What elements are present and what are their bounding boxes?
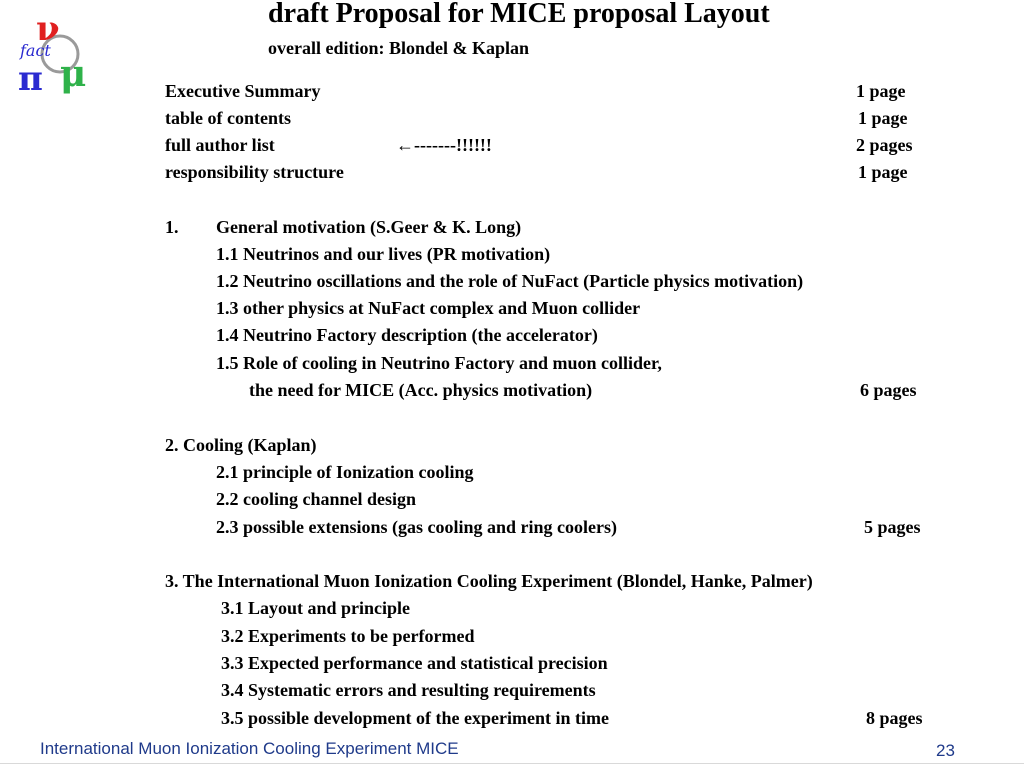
section-item: 1.2 Neutrino oscillations and the role of NuFact (Particle physics motivation)	[216, 271, 804, 291]
logo-pi: π	[18, 59, 43, 96]
section-title: 2. Cooling (Kaplan)	[165, 435, 317, 455]
frontmatter-note-text: -------!!!!!!	[414, 135, 492, 155]
section-item: 2.2 cooling channel design	[216, 489, 417, 509]
section-item: 2.3 possible extensions (gas cooling and ring coolers)	[216, 517, 618, 537]
section-pages: 5 pages	[864, 517, 921, 537]
frontmatter-label: full author list	[165, 135, 275, 155]
frontmatter-pages: 1 page	[856, 81, 906, 101]
section-item: 1.4 Neutrino Factory description (the accelerator)	[216, 325, 598, 345]
footer-divider	[0, 763, 1024, 764]
slide-number: 23	[936, 741, 955, 760]
section-item-continuation: the need for MICE (Acc. physics motivation)	[249, 380, 593, 400]
section-pages: 8 pages	[866, 708, 923, 728]
frontmatter-pages: 1 page	[858, 162, 908, 182]
section-title: General motivation (S.Geer & K. Long)	[216, 217, 522, 237]
frontmatter-note	[396, 135, 492, 155]
section-item: 3.4 Systematic errors and resulting requirements	[221, 680, 596, 700]
nufact-logo	[14, 12, 106, 96]
section-pages: 6 pages	[860, 380, 917, 400]
section-item: 1.5 Role of cooling in Neutrino Factory and muon collider,	[216, 353, 662, 373]
section-item: 3.1 Layout and principle	[221, 598, 411, 618]
frontmatter-label: Executive Summary	[165, 81, 321, 101]
frontmatter-pages: 1 page	[858, 108, 908, 128]
page-title: draft Proposal for MICE proposal Layout	[268, 0, 770, 29]
section-item: 1.3 other physics at NuFact complex and Muon collider	[216, 298, 641, 318]
section-number: 1.	[165, 217, 179, 237]
page-subtitle: overall edition: Blondel & Kaplan	[268, 38, 530, 58]
section-title: 3. The International Muon Ionization Cooling Experiment (Blondel, Hanke, Palmer)	[165, 571, 813, 591]
section-item: 3.2 Experiments to be performed	[221, 626, 475, 646]
section-item: 2.1 principle of Ionization cooling	[216, 462, 474, 482]
frontmatter-pages: 2 pages	[856, 135, 913, 155]
logo-fact: fact	[20, 41, 51, 60]
section-item: 3.5 possible development of the experiment in time	[221, 708, 609, 728]
frontmatter-label: responsibility structure	[165, 162, 344, 182]
section-item: 1.1 Neutrinos and our lives (PR motivation)	[216, 244, 551, 264]
frontmatter-label: table of contents	[165, 108, 291, 128]
logo-nu: ν	[36, 12, 60, 49]
footer-text: International Muon Ionization Cooling Experiment MICE	[40, 739, 459, 758]
logo-mu: μ	[60, 53, 87, 95]
section-item: 3.3 Expected performance and statistical precision	[221, 653, 608, 673]
arrow-left-icon: ←	[396, 135, 414, 155]
